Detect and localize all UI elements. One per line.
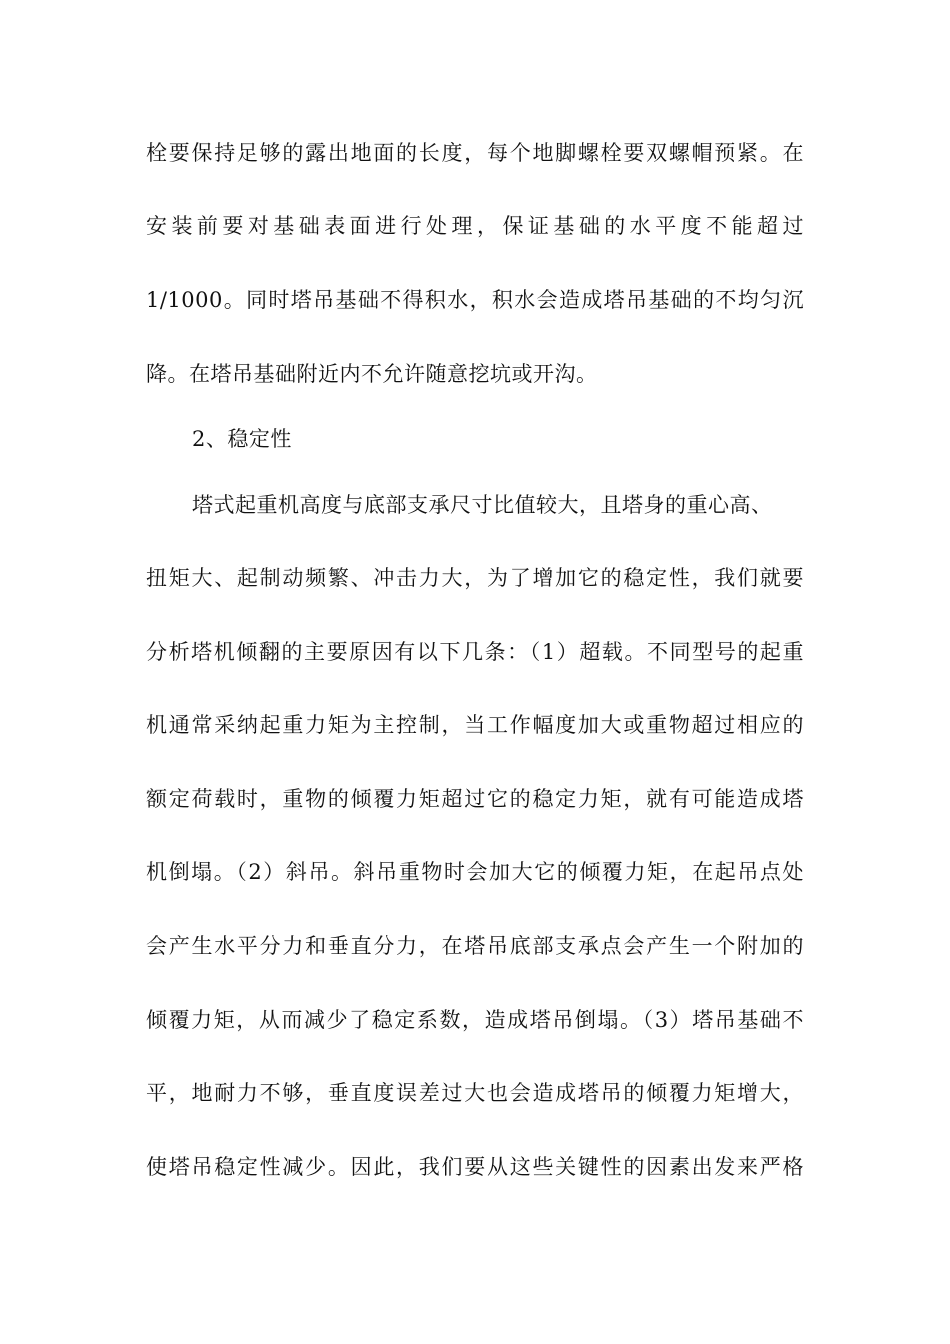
- text-line-8: 分析塔机倾翻的主要原因有以下几条：（1）超载。不同型号的起重: [146, 640, 804, 664]
- text-line-9: 机通常采纳起重力矩为主控制，当工作幅度加大或重物超过相应的: [146, 713, 804, 737]
- text-line-3: 1/1000。同时塔吊基础不得积水，积水会造成塔吊基础的不均匀沉: [146, 288, 804, 312]
- text-line-13: 倾覆力矩，从而减少了稳定系数，造成塔吊倒塌。（3）塔吊基础不: [146, 1008, 804, 1032]
- text-line-12: 会产生水平分力和垂直分力，在塔吊底部支承点会产生一个附加的: [146, 934, 804, 958]
- text-line-1: 栓要保持足够的露出地面的长度，每个地脚螺栓要双螺帽预紧。在: [146, 141, 804, 165]
- text-line-2: 安装前要对基础表面进行处理，保证基础的水平度不能超过: [146, 214, 804, 238]
- text-line-4: 降。在塔吊基础附近内不允许随意挖坑或开沟。: [146, 362, 598, 386]
- text-line-15: 使塔吊稳定性减少。因此，我们要从这些关键性的因素出发来严格: [146, 1155, 804, 1179]
- text-line-10: 额定荷载时，重物的倾覆力矩超过它的稳定力矩，就有可能造成塔: [146, 787, 804, 811]
- text-line-14: 平，地耐力不够，垂直度误差过大也会造成塔吊的倾覆力矩增大，: [146, 1081, 804, 1105]
- text-line-7: 扭矩大、起制动频繁、冲击力大，为了增加它的稳定性，我们就要: [146, 566, 804, 590]
- text-line-6: 塔式起重机高度与底部支承尺寸比值较大，且塔身的重心高、: [192, 493, 773, 517]
- text-line-11: 机倒塌。（2）斜吊。斜吊重物时会加大它的倾覆力矩，在起吊点处: [146, 860, 804, 884]
- section-heading: 2、稳定性: [192, 427, 292, 451]
